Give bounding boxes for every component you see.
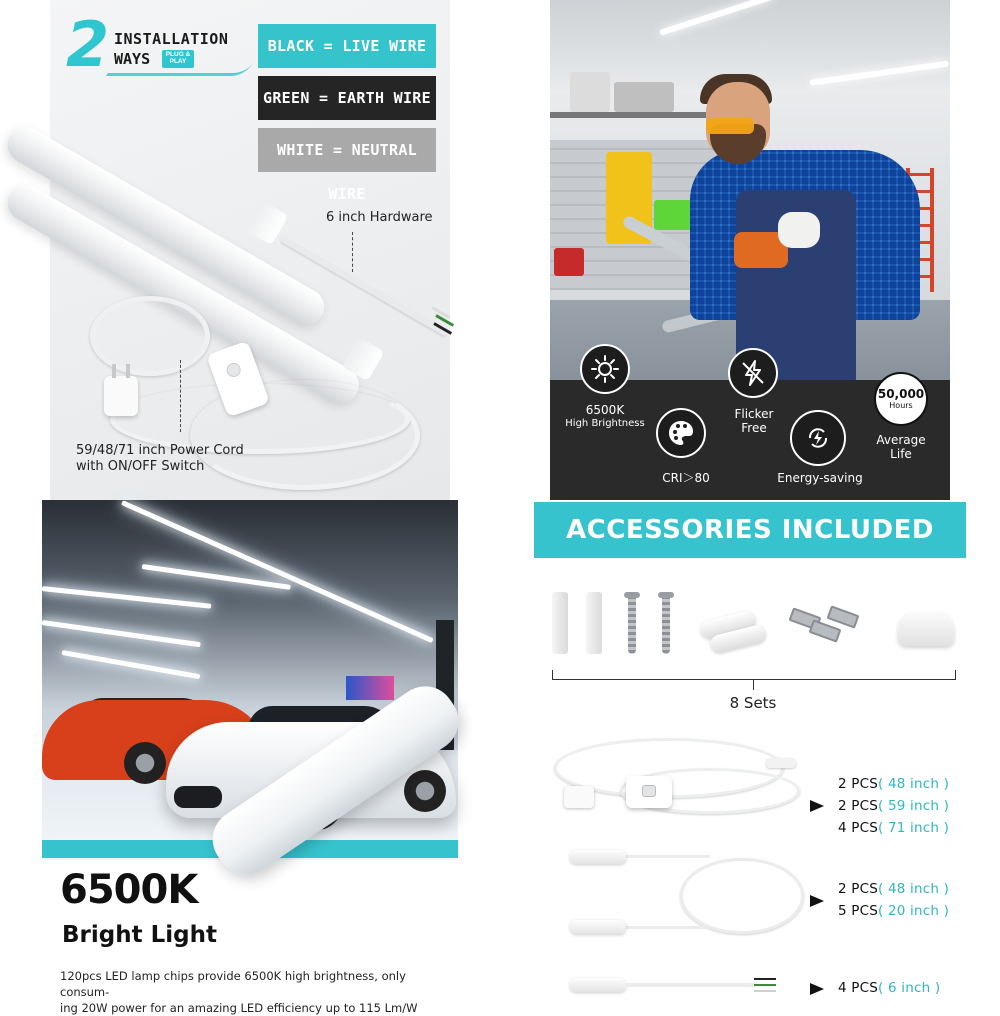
swoosh-decoration — [106, 62, 254, 76]
wire-legend-white: WHITE = NEUTRAL WIRE — [258, 128, 436, 172]
green-wire-end — [754, 984, 776, 986]
sets-bracket — [552, 670, 956, 680]
lifespan-badge — [874, 372, 928, 426]
storage-bin — [614, 82, 674, 112]
black-wire-end — [754, 978, 776, 980]
qty-length: ( 71 inch ) — [878, 820, 950, 836]
car-wheel — [404, 770, 446, 812]
cri-feature-text: CRI＞80 — [662, 471, 710, 485]
sun-icon — [580, 344, 630, 394]
linking-cable-qty-2 — [838, 903, 949, 919]
lifespan-unit: Hours — [889, 401, 913, 410]
safety-goggles — [706, 118, 754, 134]
arrow-icon — [810, 800, 824, 812]
car-grille — [174, 786, 222, 808]
power-cord-label — [76, 443, 316, 474]
product-description — [60, 968, 450, 1016]
sets-bracket-tick — [753, 680, 754, 690]
qty-length: ( 48 inch ) — [878, 776, 950, 792]
mounting-clip — [809, 619, 842, 642]
life-subtitle: Life — [890, 446, 912, 461]
flicker-subtitle: Free — [741, 420, 767, 435]
brightness-subtitle: High Brightness — [565, 417, 645, 429]
car-wheel — [124, 742, 166, 784]
hardware-cable-qty — [838, 980, 940, 996]
switch-button — [642, 785, 656, 797]
qty-count: 2 PCS — [838, 798, 879, 814]
cable-connector — [570, 978, 626, 992]
arrow-icon — [810, 895, 824, 907]
bright-light-subtitle: Bright Light — [62, 922, 217, 948]
cable-connector — [570, 920, 626, 934]
power-cord-label-line2: with ON/OFF Switch — [76, 458, 205, 474]
plug-play-badge: PLUG & PLAY — [162, 50, 194, 68]
cord-callout-line — [180, 360, 181, 432]
power-cord-qty-1 — [838, 776, 949, 792]
power-plug — [104, 376, 138, 416]
lifespan-number: 50,000 — [877, 387, 925, 401]
life-feature-text — [856, 434, 946, 462]
plug-prong — [126, 364, 130, 378]
power-cord-loop — [90, 296, 210, 376]
energy-feature-text: Energy-saving — [777, 471, 863, 485]
qty-count: 5 PCS — [838, 903, 879, 919]
hardware-cable — [626, 983, 756, 987]
showcase-panel — [42, 500, 458, 1016]
brightness-feature-text — [552, 404, 658, 429]
screw — [628, 596, 636, 654]
qty-count: 4 PCS — [838, 820, 879, 836]
arrow-icon — [810, 983, 824, 995]
switch-button — [225, 361, 243, 379]
energy-icon — [790, 410, 846, 466]
wall-screen — [346, 676, 394, 700]
red-tool-case — [554, 248, 584, 276]
wire-legend-green: GREEN = EARTH WIRE — [258, 76, 436, 120]
linking-cable-qty-1 — [838, 881, 949, 897]
wire-legend-black: BLACK = LIVE WIRE — [258, 24, 436, 68]
inline-switch — [626, 776, 672, 808]
installation-panel — [50, 0, 450, 500]
qty-count: 2 PCS — [838, 776, 879, 792]
power-cord-qty-3 — [838, 820, 949, 836]
work-glove — [778, 212, 820, 248]
color-temperature-title: 6500K — [60, 867, 198, 913]
cord-connector-end — [766, 758, 796, 768]
power-cord-label-line1: 59/48/71 inch Power Cord — [76, 443, 244, 458]
flicker-free-icon — [728, 348, 778, 398]
wall-anchor — [586, 592, 602, 654]
qty-count: 2 PCS — [838, 881, 879, 897]
life-title: Average — [876, 433, 926, 447]
screw — [662, 596, 670, 654]
brightness-title: 6500K — [585, 403, 625, 417]
power-plug — [564, 786, 594, 808]
accessories-banner: ACCESSORIES INCLUDED — [534, 502, 966, 558]
hardware-label: 6 inch Hardware — [326, 210, 433, 225]
linking-cable — [624, 855, 710, 858]
hardware-callout-line — [352, 232, 353, 272]
installation-number: 2 — [66, 8, 110, 81]
flicker-title: Flicker — [734, 407, 774, 421]
qty-count: 4 PCS — [838, 980, 879, 996]
palette-icon — [656, 408, 706, 458]
installation-heading-line2: WAYS — [114, 50, 151, 68]
cable-connector — [570, 850, 626, 864]
storage-bin — [570, 72, 610, 112]
accessories-panel — [530, 500, 970, 1000]
plug-prong — [112, 364, 116, 378]
qty-length: ( 59 inch ) — [878, 798, 950, 814]
sets-label: 8 Sets — [729, 694, 777, 712]
white-wire-end — [754, 990, 776, 992]
linking-cable — [624, 926, 710, 929]
power-cord-qty-2 — [838, 798, 949, 814]
qty-length: ( 6 inch ) — [878, 980, 941, 996]
installation-heading-line1: INSTALLATION — [114, 30, 229, 48]
end-cap — [898, 612, 954, 646]
product-description-line2: ing 20W power for an amazing LED efficiency up to 115 Lm/W — [60, 1001, 418, 1016]
wall-anchor — [552, 592, 568, 654]
qty-length: ( 48 inch ) — [878, 881, 950, 897]
features-panel — [550, 0, 950, 500]
product-description-line1: 120pcs LED lamp chips provide 6500K high brightness, only consum- — [60, 969, 406, 1000]
qty-length: ( 20 inch ) — [878, 903, 950, 919]
linking-cable-loop — [680, 858, 804, 934]
flicker-feature-text — [710, 408, 798, 436]
